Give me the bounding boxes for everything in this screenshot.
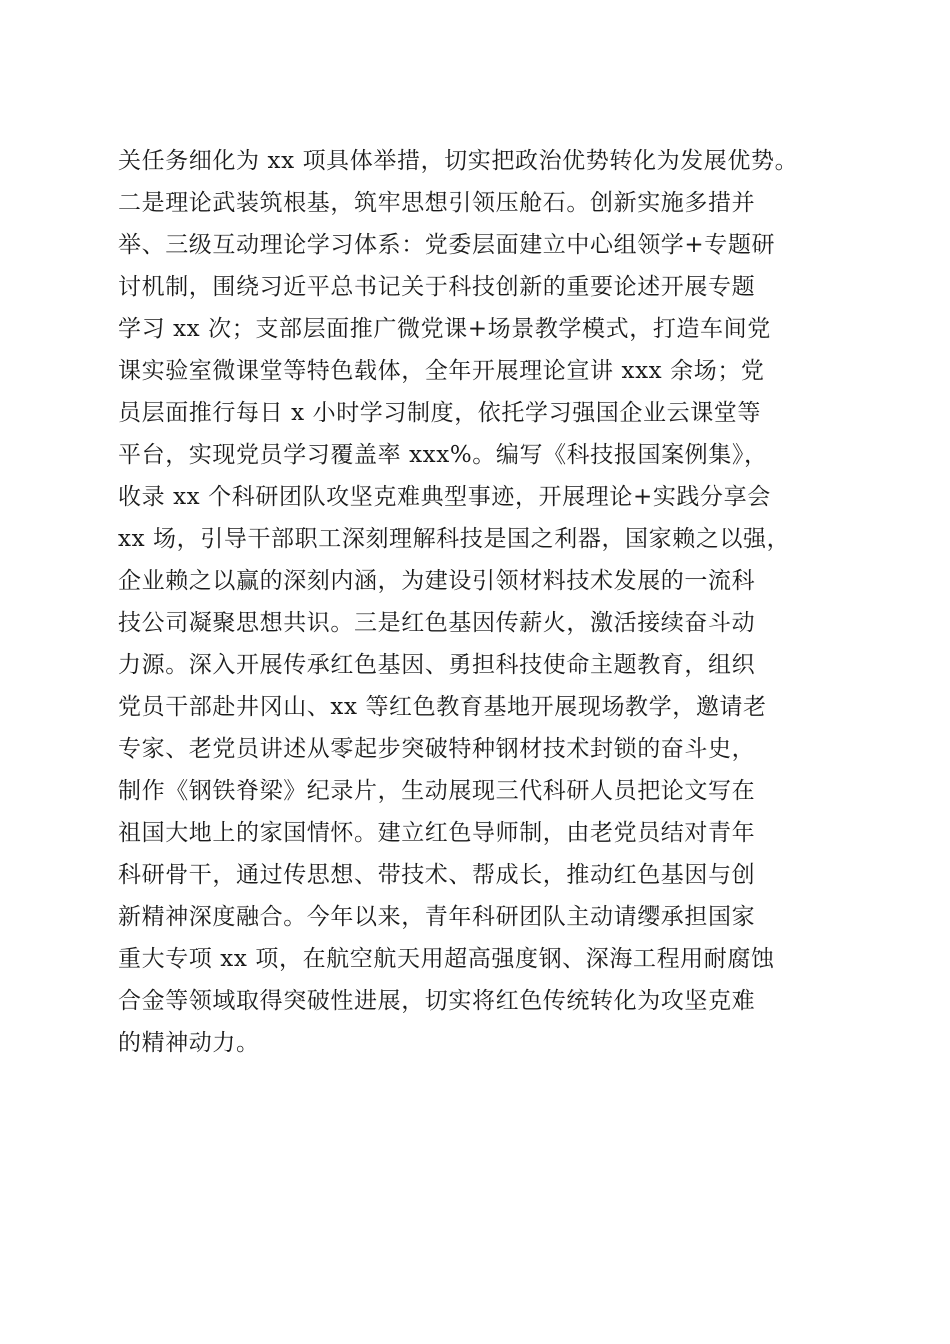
text-line-7: 员层面推行每日 x 小时学习制度，依托学习强国企业云课堂等 <box>118 400 761 426</box>
text-line-5: 学习 xx 次；支部层面推广微党课+场景教学模式，打造车间党 <box>118 316 771 342</box>
text-line-14: 党员干部赴井冈山、xx 等红色教育基地开展现场教学，邀请老 <box>118 694 767 720</box>
text-line-11: 企业赖之以赢的深刻内涵，为建设引领材料技术发展的一流科 <box>118 568 756 594</box>
text-line-4: 讨机制，围绕习近平总书记关于科技创新的重要论述开展专题 <box>118 274 756 300</box>
text-line-1: 关任务细化为 xx 项具体举措，切实把政治优势转化为发展优势。 <box>118 148 799 174</box>
text-line-9: 收录 xx 个科研团队攻坚克难典型事迹，开展理论+实践分享会 <box>118 484 771 510</box>
text-line-15: 专家、老党员讲述从零起步突破特种钢材技术封锁的奋斗史， <box>118 736 756 762</box>
text-line-8: 平台，实现党员学习覆盖率 xxx%。编写《科技报国案例集》， <box>118 442 768 468</box>
text-line-18: 科研骨干，通过传思想、带技术、帮成长，推动红色基因与创 <box>118 862 756 888</box>
text-line-17: 祖国大地上的家国情怀。建立红色导师制，由老党员结对青年 <box>118 820 756 846</box>
text-line-6: 课实验室微课堂等特色载体，全年开展理论宣讲 xxx 余场；党 <box>118 358 765 384</box>
text-line-13: 力源。深入开展传承红色基因、勇担科技使命主题教育，组织 <box>118 652 756 678</box>
text-line-10: xx 场，引导干部职工深刻理解科技是国之利器，国家赖之以强， <box>118 526 791 552</box>
text-line-16: 制作《钢铁脊梁》纪录片，生动展现三代科研人员把论文写在 <box>118 778 756 804</box>
text-line-21: 合金等领域取得突破性进展，切实将红色传统转化为攻坚克难 <box>118 988 756 1014</box>
body-paragraph <box>118 140 858 1064</box>
text-line-2: 二是理论武装筑根基，筑牢思想引领压舱石。创新实施多措并 <box>118 190 756 216</box>
text-line-22: 的精神动力。 <box>118 1030 260 1056</box>
text-line-20: 重大专项 xx 项，在航空航天用超高强度钢、深海工程用耐腐蚀 <box>118 946 775 972</box>
text-line-12: 技公司凝聚思想共识。三是红色基因传薪火，激活接续奋斗动 <box>118 610 756 636</box>
text-line-19: 新精神深度融合。今年以来，青年科研团队主动请缨承担国家 <box>118 904 756 930</box>
text-line-3: 举、三级互动理论学习体系：党委层面建立中心组领学+专题研 <box>118 232 776 258</box>
